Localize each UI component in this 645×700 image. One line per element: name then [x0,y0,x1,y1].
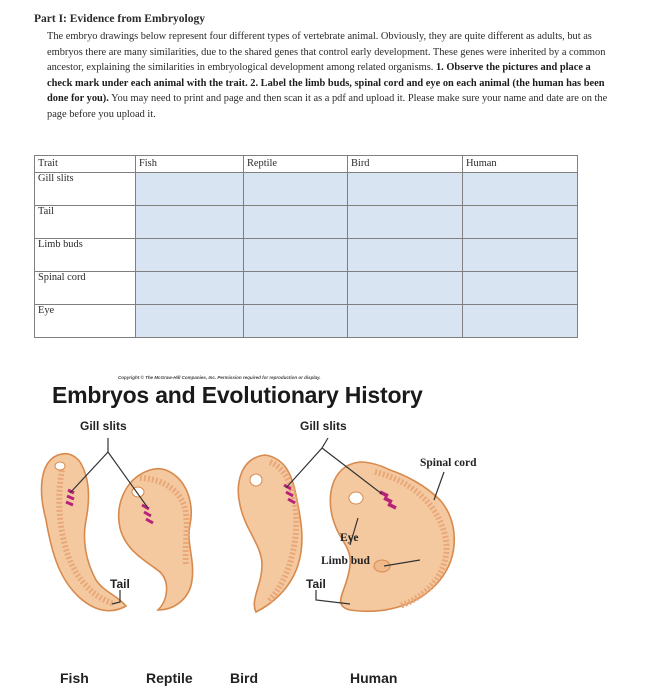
human-eye [349,492,363,504]
bird-embryo [238,455,302,612]
label-tail-right: Tail [306,577,326,591]
section-heading: Part I: Evidence from Embryology [34,13,205,25]
intro-instructions: 1. Observe the pictures and place a check mark under each animal with the trait. 2. Label the limb buds, spinal cord and eye on each animal (the human has been done for you). [47,62,605,105]
trait-eye: Eye [35,305,136,338]
reptile-body [119,469,193,610]
intro-text-2: You may need to print and page and then scan it as a pdf and upload it. Please make sure your name and date are on the page before you upload it. [47,93,608,120]
reptile-embryo [119,469,193,610]
label-eye: Eye [340,532,359,544]
trait-gill-slits: Gill slits [35,173,136,206]
label-tail-left: Tail [110,577,130,591]
bird-body [238,455,302,612]
header-human: Human [463,156,578,173]
trait-tail: Tail [35,206,136,239]
trait-limb-buds: Limb buds [35,239,136,272]
header-reptile: Reptile [244,156,348,173]
label-limb-bud: Limb bud [321,555,370,567]
header-bird: Bird [348,156,463,173]
animal-label-human: Human [350,670,398,686]
bird-eye [250,474,262,486]
header-trait: Trait [35,156,136,173]
trait-spinal-cord: Spinal cord [35,272,136,305]
intro-text-1: The embryo drawings below represent four different types of vertebrate animal. Obviously, they are quite different as adults, but as embryos there are many similarities, due to the shared genes that control early development. These genes were inherited by a common ancestor, explaining the similarities in embryological development among related organisms. [47,31,606,74]
label-spinal-cord: Spinal cord [420,457,477,469]
animal-label-fish: Fish [60,670,89,686]
label-gill-slits-left: Gill slits [80,419,127,433]
header-fish: Fish [136,156,244,173]
animal-label-bird: Bird [230,670,258,686]
figure-title: Embryos and Evolutionary History [52,382,423,408]
figure-copyright: Copyright © The McGraw-Hill Companies, Inc. Permission required for reproduction or display. [118,375,321,380]
label-gill-slits-right: Gill slits [300,419,347,433]
fish-eye [55,462,65,470]
animal-label-reptile: Reptile [146,670,193,686]
